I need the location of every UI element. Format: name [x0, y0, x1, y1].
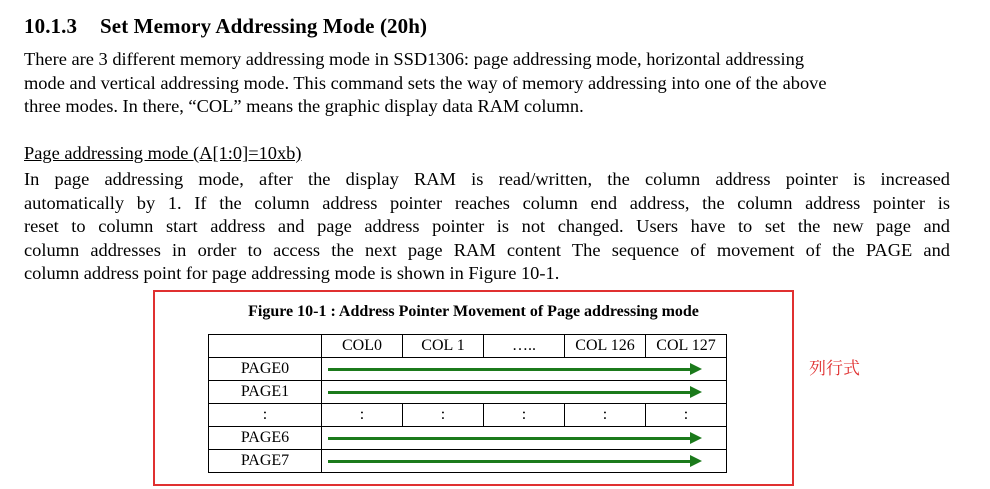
column-header: COL 1	[403, 335, 484, 358]
column-header: COL0	[322, 335, 403, 358]
page-arrow-icon	[328, 437, 690, 440]
page-label: PAGE7	[209, 450, 322, 473]
ellipsis-cell: :	[403, 404, 484, 427]
body-line: automatically by 1. If the column address pointer reaches column end address, the column address pointer is	[24, 192, 950, 213]
section-title: Set Memory Addressing Mode (20h)	[100, 14, 428, 38]
page-addressing-paragraph	[24, 168, 950, 286]
ellipsis-cell: :	[484, 404, 565, 427]
page-label: PAGE6	[209, 427, 322, 450]
table-header-row	[209, 335, 727, 358]
body-line: column address point for page addressing mode is shown in Figure 10-1.	[24, 263, 560, 283]
intro-paragraph	[24, 48, 950, 119]
ellipsis-cell: :	[565, 404, 646, 427]
page-row-cell	[322, 427, 727, 450]
body-line: reset to column start address and page address pointer is not changed. Users have to set the new page and	[24, 216, 950, 236]
page-label: PAGE1	[209, 381, 322, 404]
intro-line: mode and vertical addressing mode. This command sets the way of memory addressing into one of the above	[24, 72, 827, 93]
table-row	[209, 381, 727, 404]
section-heading	[24, 14, 427, 39]
table-row	[209, 404, 727, 427]
body-line: In page addressing mode, after the display RAM is read/written, the column address pointer is increased	[24, 169, 950, 189]
address-pointer-table	[208, 334, 727, 473]
page-arrow-icon	[328, 391, 690, 394]
intro-line: three modes. In there, “COL” means the graphic display data RAM column.	[24, 96, 584, 116]
table-row	[209, 427, 727, 450]
page-row-cell	[322, 450, 727, 473]
column-header: …..	[484, 335, 565, 358]
page-row-cell	[322, 358, 727, 381]
column-header: COL 127	[646, 335, 727, 358]
table-row	[209, 358, 727, 381]
intro-line: There are 3 different memory addressing mode in SSD1306: page addressing mode, horizontal addressing	[24, 49, 805, 69]
column-header: COL 126	[565, 335, 646, 358]
page-arrow-icon	[328, 460, 690, 463]
figure-caption: Figure 10-1 : Address Pointer Movement of Page addressing mode	[248, 303, 699, 320]
section-number: 10.1.3	[24, 14, 78, 38]
ellipsis-cell: :	[646, 404, 727, 427]
table-row	[209, 450, 727, 473]
page-label: PAGE0	[209, 358, 322, 381]
ellipsis-cell: :	[322, 404, 403, 427]
page-row-cell	[322, 381, 727, 404]
corner-cell	[209, 335, 322, 358]
page-addressing-subheading: Page addressing mode (A[1:0]=10xb)	[24, 143, 302, 163]
page-arrow-icon	[328, 368, 690, 371]
page-label: :	[209, 404, 322, 427]
handwritten-annotation: 列行式	[809, 359, 860, 379]
body-line: column addresses in order to access the next page RAM content The sequence of movement of the PAGE and	[24, 239, 950, 260]
